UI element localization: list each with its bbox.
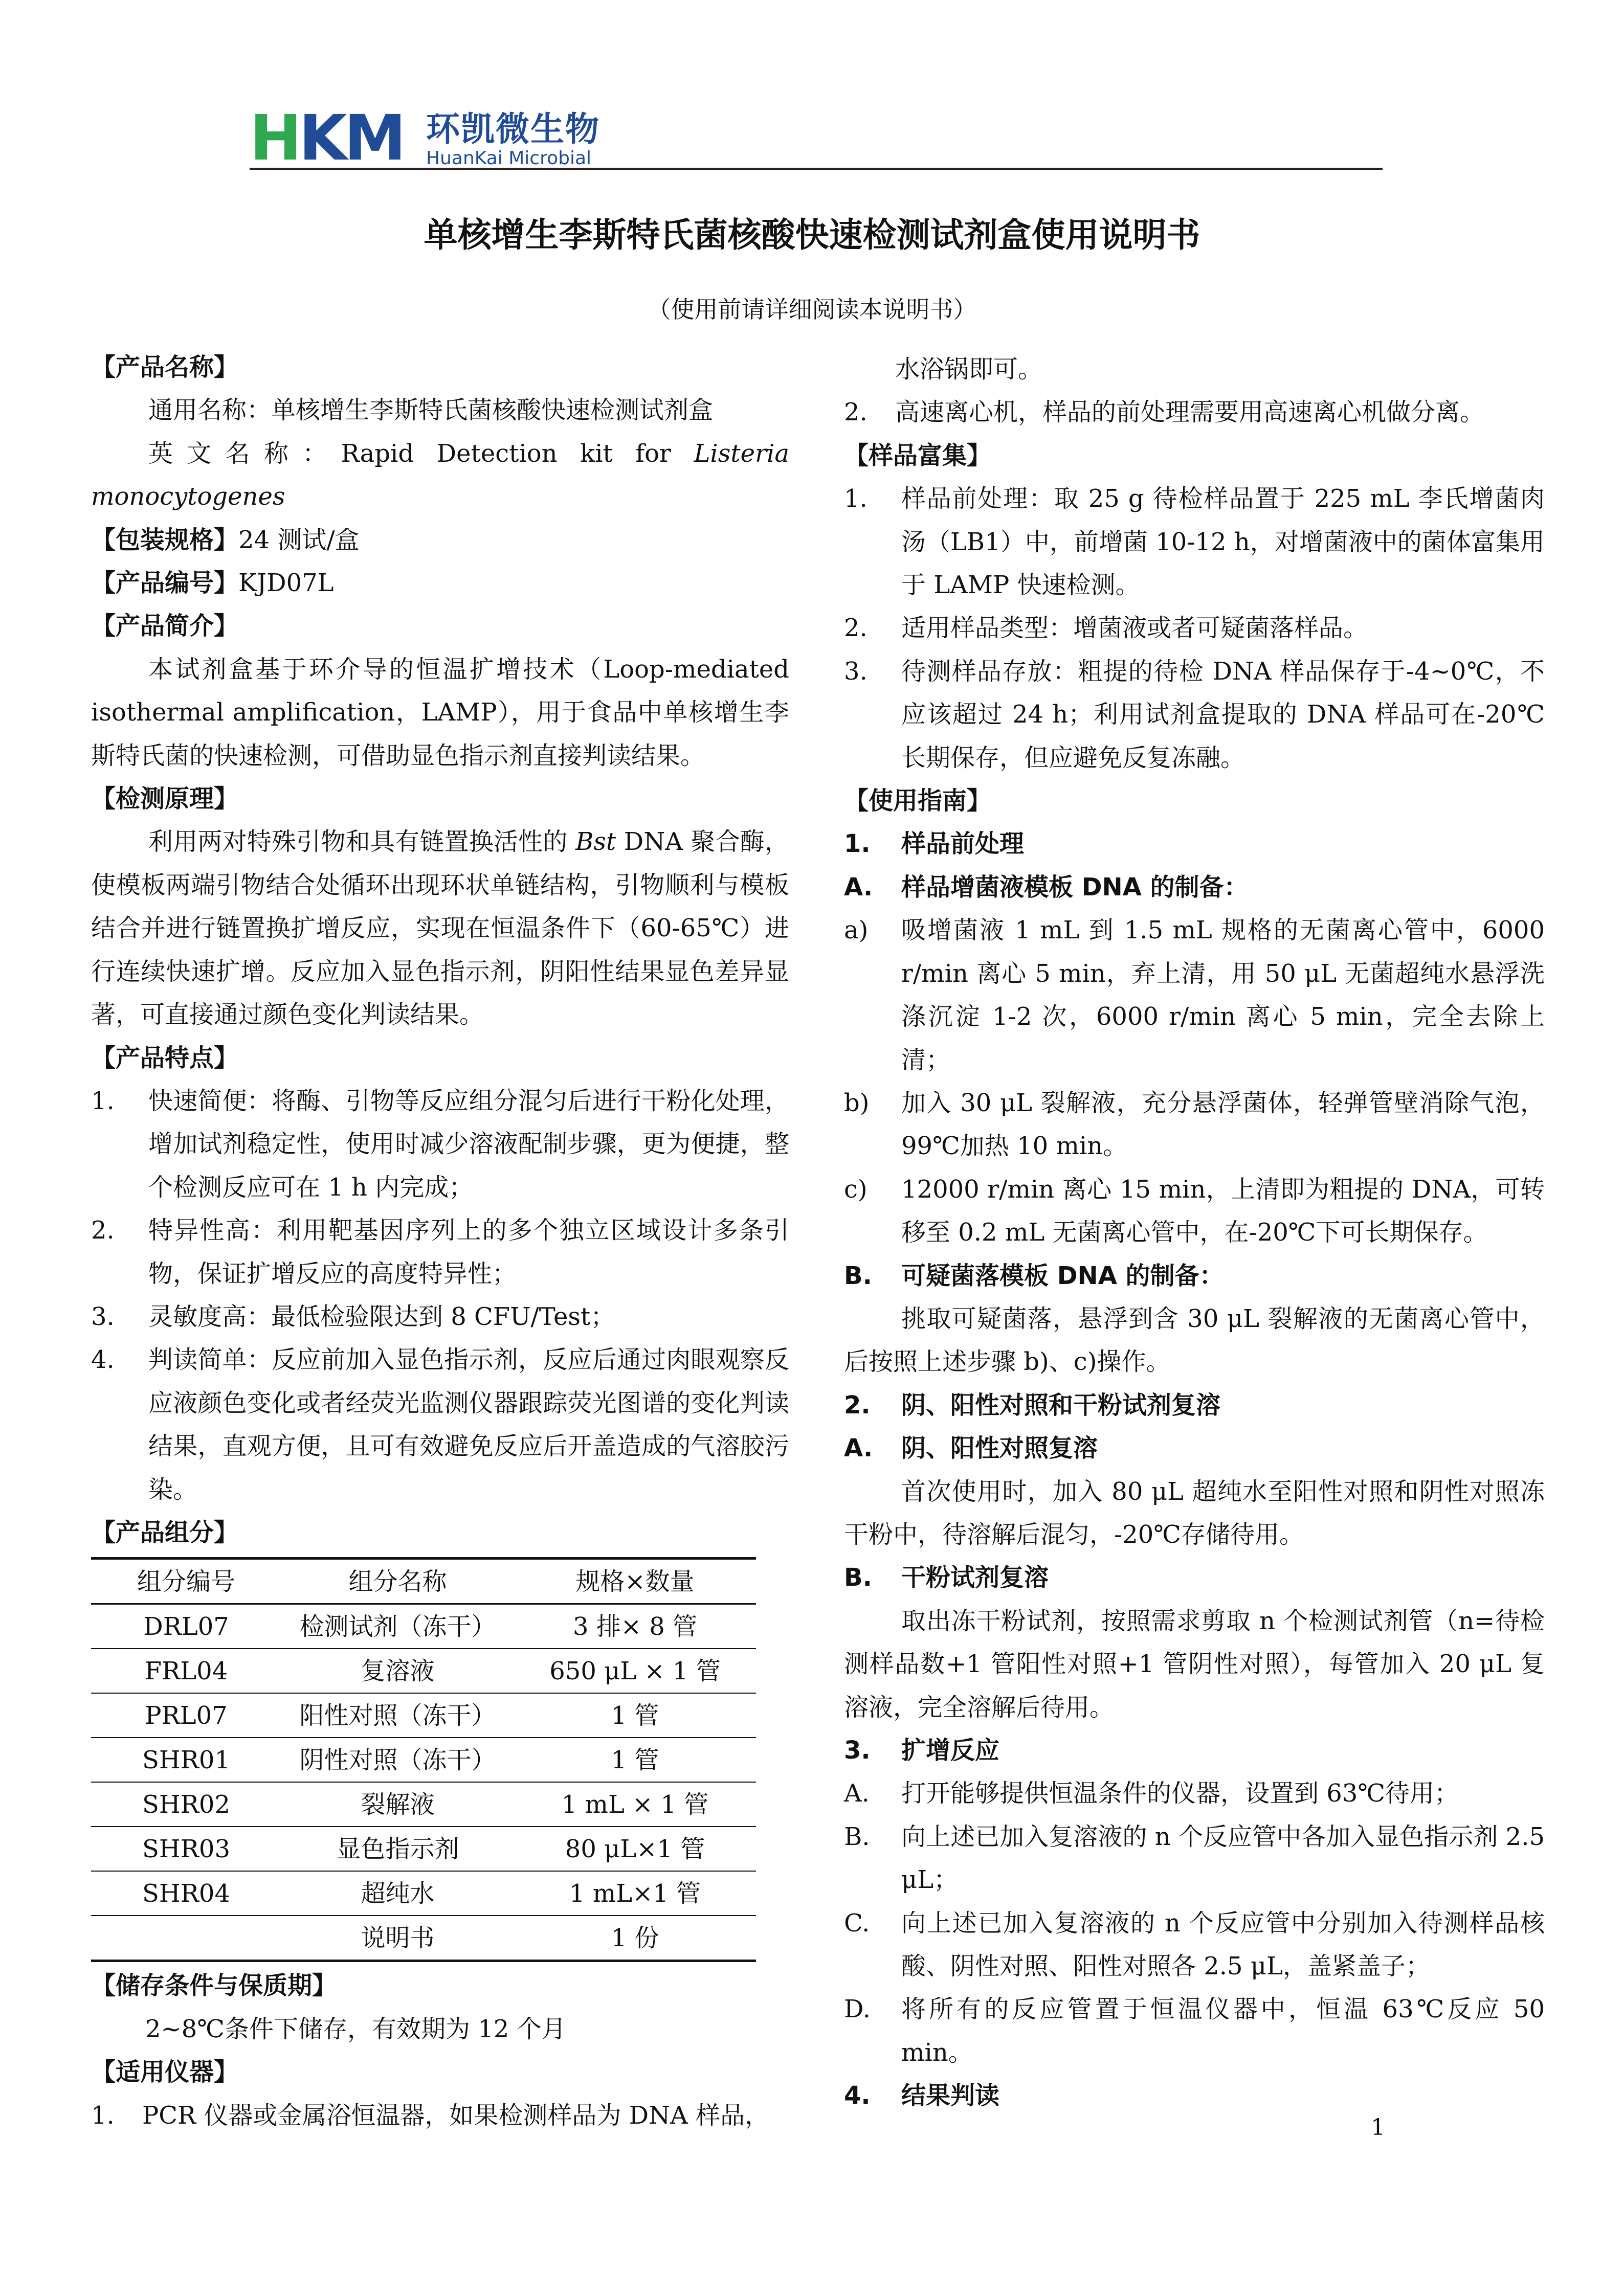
table-row: DRL07 检测试剂（冻干） 3 排× 8 管 xyxy=(91,1604,756,1649)
step-item: A. 打开能够提供恒温条件的仪器，设置到 63℃待用； xyxy=(844,1779,1459,1808)
storage-text: 2~8℃条件下储存，有效期为 12 个月 xyxy=(145,2014,566,2043)
table-row: SHR04 超纯水 1 mL×1 管 xyxy=(91,1871,756,1916)
header-divider xyxy=(250,168,1383,170)
step-heading: 2. 阴、阳性对照和干粉试剂复溶 xyxy=(844,1390,1221,1420)
step-subheading: B. 干粉试剂复溶 xyxy=(844,1563,1049,1592)
step-item: a) 吸增菌液 1 mL 到 1.5 mL 规格的无菌离心管中，6000 r/min 离心 5 min，弃上清，用 50 μL 无菌超纯水悬浮洗涤沉淀 1-2 次，6000 r/min 离心 5 min，完全去除上清； xyxy=(844,916,1545,1074)
step-heading: 1. 样品前处理 xyxy=(844,829,1025,859)
section-heading-guide: 【使用指南】 xyxy=(844,786,992,816)
section-heading-storage: 【储存条件与保质期】 xyxy=(91,1971,337,2000)
english-name-label: 英文名称： xyxy=(148,439,341,468)
enrichment-item: 1. 样品前处理：取 25 g 待检样品置于 225 mL 李氏增菌肉汤（LB1）中，前增菌 10-12 h，对增菌液中的菌体富集用于 LAMP 快速检测。 xyxy=(844,484,1545,600)
right-column xyxy=(844,348,1545,2118)
section-heading-enrichment: 【样品富集】 xyxy=(844,441,992,470)
section-heading-principle: 【检测原理】 xyxy=(91,784,239,814)
table-row: SHR02 裂解液 1 mL × 1 管 xyxy=(91,1782,756,1827)
company-logo xyxy=(250,102,659,174)
left-column xyxy=(91,346,789,2137)
section-heading-product-name: 【产品名称】 xyxy=(91,353,239,381)
package-spec xyxy=(91,519,789,561)
feature-item: 2. 特异性高：利用靶基因序列上的多个独立区域设计多条引物，保证扩增反应的高度特异性； xyxy=(91,1216,789,1288)
logo-mark: HKM xyxy=(250,102,404,174)
intro-text: 本试剂盒基于环介导的恒温扩增技术（Loop-mediated isothermal amplification，LAMP），用于食品中单核增生李斯特氏菌的快速检测，可借助显色指示剂直接判读结果。 xyxy=(91,655,789,770)
generic-name: 通用名称：单核增生李斯特氏菌核酸快速检测试剂盒 xyxy=(148,396,714,425)
step-heading: 4. 结果判读 xyxy=(844,2081,1000,2110)
package-value: 24 测试/盒 xyxy=(238,525,360,554)
step-subheading: A. 样品增菌液模板 DNA 的制备： xyxy=(844,872,1249,902)
step-item: C. 向上述已加入复溶液的 n 个反应管中分别加入待测样品核酸、阴性对照、阳性对照各 2.5 μL，盖紧盖子； xyxy=(844,1908,1545,1981)
page-number: 1 xyxy=(1371,2114,1385,2141)
section-heading-code: 【产品编号】 xyxy=(91,569,239,598)
document-title: 单核增生李斯特氏菌核酸快速检测试剂盒使用说明书 xyxy=(424,215,1200,255)
table-header-row xyxy=(91,1559,756,1604)
english-name-species: Listeria monocytogenes xyxy=(91,439,789,511)
section-heading-instruments: 【适用仪器】 xyxy=(91,2058,239,2087)
components-table xyxy=(91,1557,756,1962)
instrument-item: 2. 高速离心机，样品的前处理需要用高速离心机做分离。 xyxy=(844,398,1485,427)
section-heading-components: 【产品组分】 xyxy=(91,1518,239,1547)
code-value: KJD07L xyxy=(238,569,334,598)
step-item: D. 将所有的反应管置于恒温仪器中，恒温 63℃反应 50 min。 xyxy=(844,1995,1545,2067)
document-subtitle: （使用前请详细阅读本说明书） xyxy=(647,296,977,323)
table-row: SHR03 显色指示剂 80 μL×1 管 xyxy=(91,1827,756,1871)
step-heading: 3. 扩增反应 xyxy=(844,1736,1000,1765)
step-text: 取出冻干粉试剂，按照需求剪取 n 个检测试剂管（n=待检测样品数+1 管阳性对照+1 管阴性对照），每管加入 20 μL 复溶液，完全溶解后待用。 xyxy=(844,1606,1545,1722)
column-header: 规格×数量 xyxy=(514,1559,756,1604)
step-text: 挑取可疑菌落，悬浮到含 30 μL 裂解液的无菌离心管中，后按照上述步骤 b)、c)操作。 xyxy=(844,1304,1545,1377)
table-row: 说明书 1 份 xyxy=(91,1916,756,1961)
principle-text: 利用两对特殊引物和具有链置换活性的 Bst DNA 聚合酶，使模板两端引物结合处循环出现环状单链结构，引物顺利与模板结合并进行链置换扩增反应，实现在恒温条件下（60-65℃）进行连续快速扩增。反应加入显色指示剂，阴阳性结果显色差异显著，可直接通过颜色变化判读结果。 xyxy=(91,827,789,1029)
english-name xyxy=(91,432,789,519)
table-row: PRL07 阳性对照（冻干） 1 管 xyxy=(91,1693,756,1738)
english-name-text: Rapid Detection kit for xyxy=(341,439,694,468)
feature-item: 3. 灵敏度高：最低检验限达到 8 CFU/Test； xyxy=(91,1302,615,1331)
product-code xyxy=(91,561,789,604)
step-text: 首次使用时，加入 80 μL 超纯水至阳性对照和阴性对照冻干粉中，待溶解后混匀，-20℃存储待用。 xyxy=(844,1477,1545,1549)
table-row: SHR01 阴性对照（冻干） 1 管 xyxy=(91,1738,756,1782)
section-heading-intro: 【产品简介】 xyxy=(91,612,239,641)
logo-english-name: HuanKai Microbial xyxy=(426,148,592,169)
instrument-item-continued: 水浴锅即可。 xyxy=(895,355,1043,384)
column-header: 组分名称 xyxy=(281,1559,514,1604)
step-subheading: B. 可疑菌落模板 DNA 的制备： xyxy=(844,1261,1224,1290)
step-subheading: A. 阴、阳性对照复溶 xyxy=(844,1434,1098,1463)
step-item: c) 12000 r/min 离心 15 min，上清即为粗提的 DNA，可转移至 0.2 mL 无菌离心管中，在-20℃下可长期保存。 xyxy=(844,1175,1545,1247)
section-heading-features: 【产品特点】 xyxy=(91,1043,239,1072)
section-heading-package: 【包装规格】 xyxy=(91,525,239,554)
logo-chinese-name: 环凯微生物 xyxy=(426,109,600,149)
column-header: 组分编号 xyxy=(91,1559,281,1604)
feature-item: 4. 判读简单：反应前加入显色指示剂，反应后通过肉眼观察反应液颜色变化或者经荧光监测仪器跟踪荧光图谱的变化判读结果，直观方便，且可有效避免反应后开盖造成的气溶胶污染。 xyxy=(91,1345,789,1504)
enrichment-item: 3. 待测样品存放：粗提的待检 DNA 样品保存于-4~0℃，不应该超过 24 h；利用试剂盒提取的 DNA 样品可在-20℃长期保存，但应避免反复冻融。 xyxy=(844,657,1545,772)
table-row: FRL04 复溶液 650 μL × 1 管 xyxy=(91,1649,756,1693)
enrichment-item: 2. 适用样品类型：增菌液或者可疑菌落样品。 xyxy=(844,614,1368,643)
feature-item: 1. 快速简便：将酶、引物等反应组分混匀后进行干粉化处理，增加试剂稳定性，使用时减少溶液配制步骤，更为便捷，整个检测反应可在 1 h 内完成； xyxy=(91,1086,789,1202)
step-item: B. 向上述已加入复溶液的 n 个反应管中各加入显色指示剂 2.5 μL； xyxy=(844,1822,1545,1895)
instrument-item: 1. PCR 仪器或金属浴恒温器，如果检测样品为 DNA 样品， xyxy=(91,2101,770,2130)
step-item: b) 加入 30 μL 裂解液，充分悬浮菌体，轻弹管壁消除气泡，99℃加热 10 min。 xyxy=(844,1088,1545,1161)
